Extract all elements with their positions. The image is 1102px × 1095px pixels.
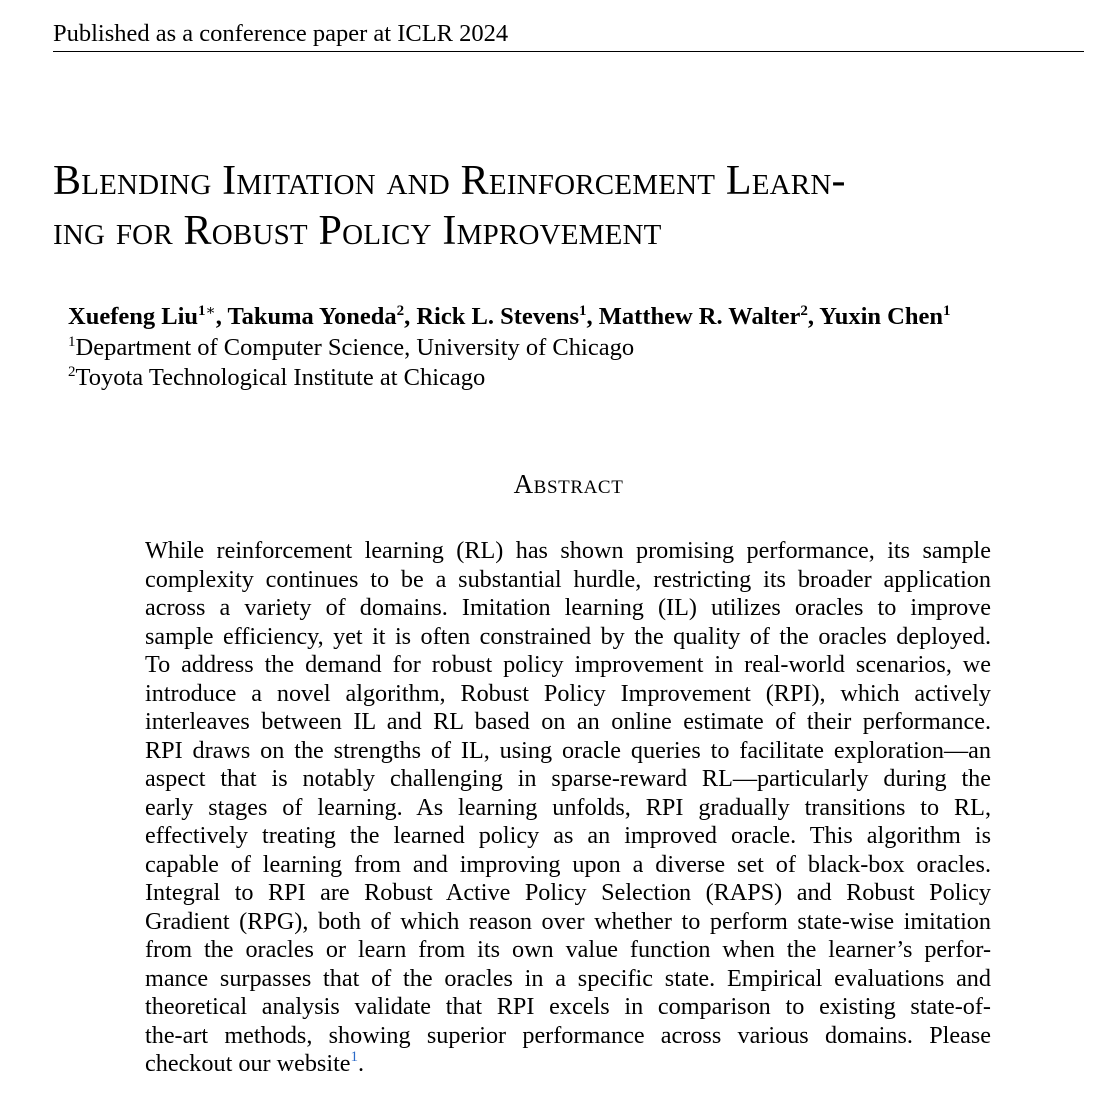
author-list: Xuefeng Liu$^{1∗}$, Takuma Yoneda$^2$, Rick L. Stevens$^1$, Matthew R. Walter$^2$, Yuxin Chen$^1$ <box>68 303 951 330</box>
abstract-line: complexity continues to be a substantial hurdle, restricting its broader application <box>145 565 991 593</box>
abstract-body <box>145 537 991 1079</box>
abstract-line-end: . <box>358 1050 365 1077</box>
abstract-line: from the oracles or learn from its own value function when the learner’s perfor- <box>145 936 991 963</box>
affiliation <box>68 363 868 393</box>
running-header-text: Published as a conference paper at ICLR 2024 <box>53 20 509 47</box>
abstract-line: introduce a novel algorithm, Robust Policy Improvement (RPI), which actively <box>145 679 991 707</box>
abstract-heading: Abstract <box>513 469 624 499</box>
abstract-line-text: checkout our website <box>145 1050 351 1077</box>
author-name: Xuefeng Liu <box>68 303 199 330</box>
author-affil-sup: 1 <box>942 303 951 319</box>
abstract-line: aspect that is notably challenging in sparse-reward RL—particularly during the <box>145 765 991 792</box>
paper-title <box>53 156 1093 256</box>
abstract-line: Gradient (RPG), both of which reason over whether to perform state-wise imitation <box>145 907 991 935</box>
abstract-line: Integral to RPI are Robust Active Policy Selection (RAPS) and Robust Policy <box>145 879 991 906</box>
abstract-line: While reinforcement learning (RL) has shown promising performance, its sample <box>145 537 991 564</box>
author-affil-sup: 1 <box>198 303 206 319</box>
abstract-line: interleaves between IL and RL based on an online estimate of their performance. <box>145 708 991 735</box>
abstract-last-line <box>145 1050 991 1079</box>
author-affil-sup: 2 <box>396 303 405 319</box>
abstract-line: mance surpasses that of the oracles in a specific state. Empirical evaluations and <box>145 964 991 992</box>
affiliation-text: Toyota Technological Institute at Chicago <box>75 364 486 391</box>
running-header <box>53 19 1084 52</box>
abstract-line: early stages of learning. As learning unfolds, RPI gradually transitions to RL, <box>145 793 991 821</box>
title-line-2: ing for Robust Policy Improvement <box>53 208 662 254</box>
abstract-line: effectively treating the learned policy as an improved oracle. This algorithm is <box>145 822 991 849</box>
affiliation <box>68 333 868 363</box>
author-name: Takuma Yoneda <box>227 303 397 330</box>
affiliation-sup: 2 <box>68 364 76 380</box>
abstract-line: capable of learning from and improving upon a diverse set of black-box oracles. <box>145 850 991 878</box>
corresponding-author-mark: ∗ <box>205 303 216 319</box>
abstract-line: sample efficiency, yet it is often constrained by the quality of the oracles deployed. <box>145 622 991 650</box>
author-affil-sup: 1 <box>579 303 587 319</box>
author-name: Rick L. Stevens <box>416 303 580 330</box>
abstract-line: RPI draws on the strengths of IL, using oracle queries to facilitate exploration—an <box>145 736 991 764</box>
author-name: Matthew R. Walter <box>598 303 801 330</box>
abstract-line: the-art methods, showing superior performance across various domains. Please <box>145 1021 991 1049</box>
abstract-line: theoretical analysis validate that RPI excels in comparison to existing state-of- <box>145 993 991 1020</box>
title-line-1: Blending Imitation and Reinforcement Learn- <box>53 158 846 204</box>
affiliation-sup: 1 <box>68 334 76 350</box>
author-name: Yuxin Chen <box>819 303 943 330</box>
affiliation-text: Department of Computer Science, University of Chicago <box>75 334 635 361</box>
footnote-link[interactable]: 1 <box>350 1049 359 1065</box>
abstract-line: To address the demand for robust policy improvement in real-world scenarios, we <box>145 651 991 678</box>
author-affil-sup: 2 <box>800 303 808 319</box>
abstract-line: across a variety of domains. Imitation learning (IL) utilizes oracles to improve <box>145 594 991 621</box>
